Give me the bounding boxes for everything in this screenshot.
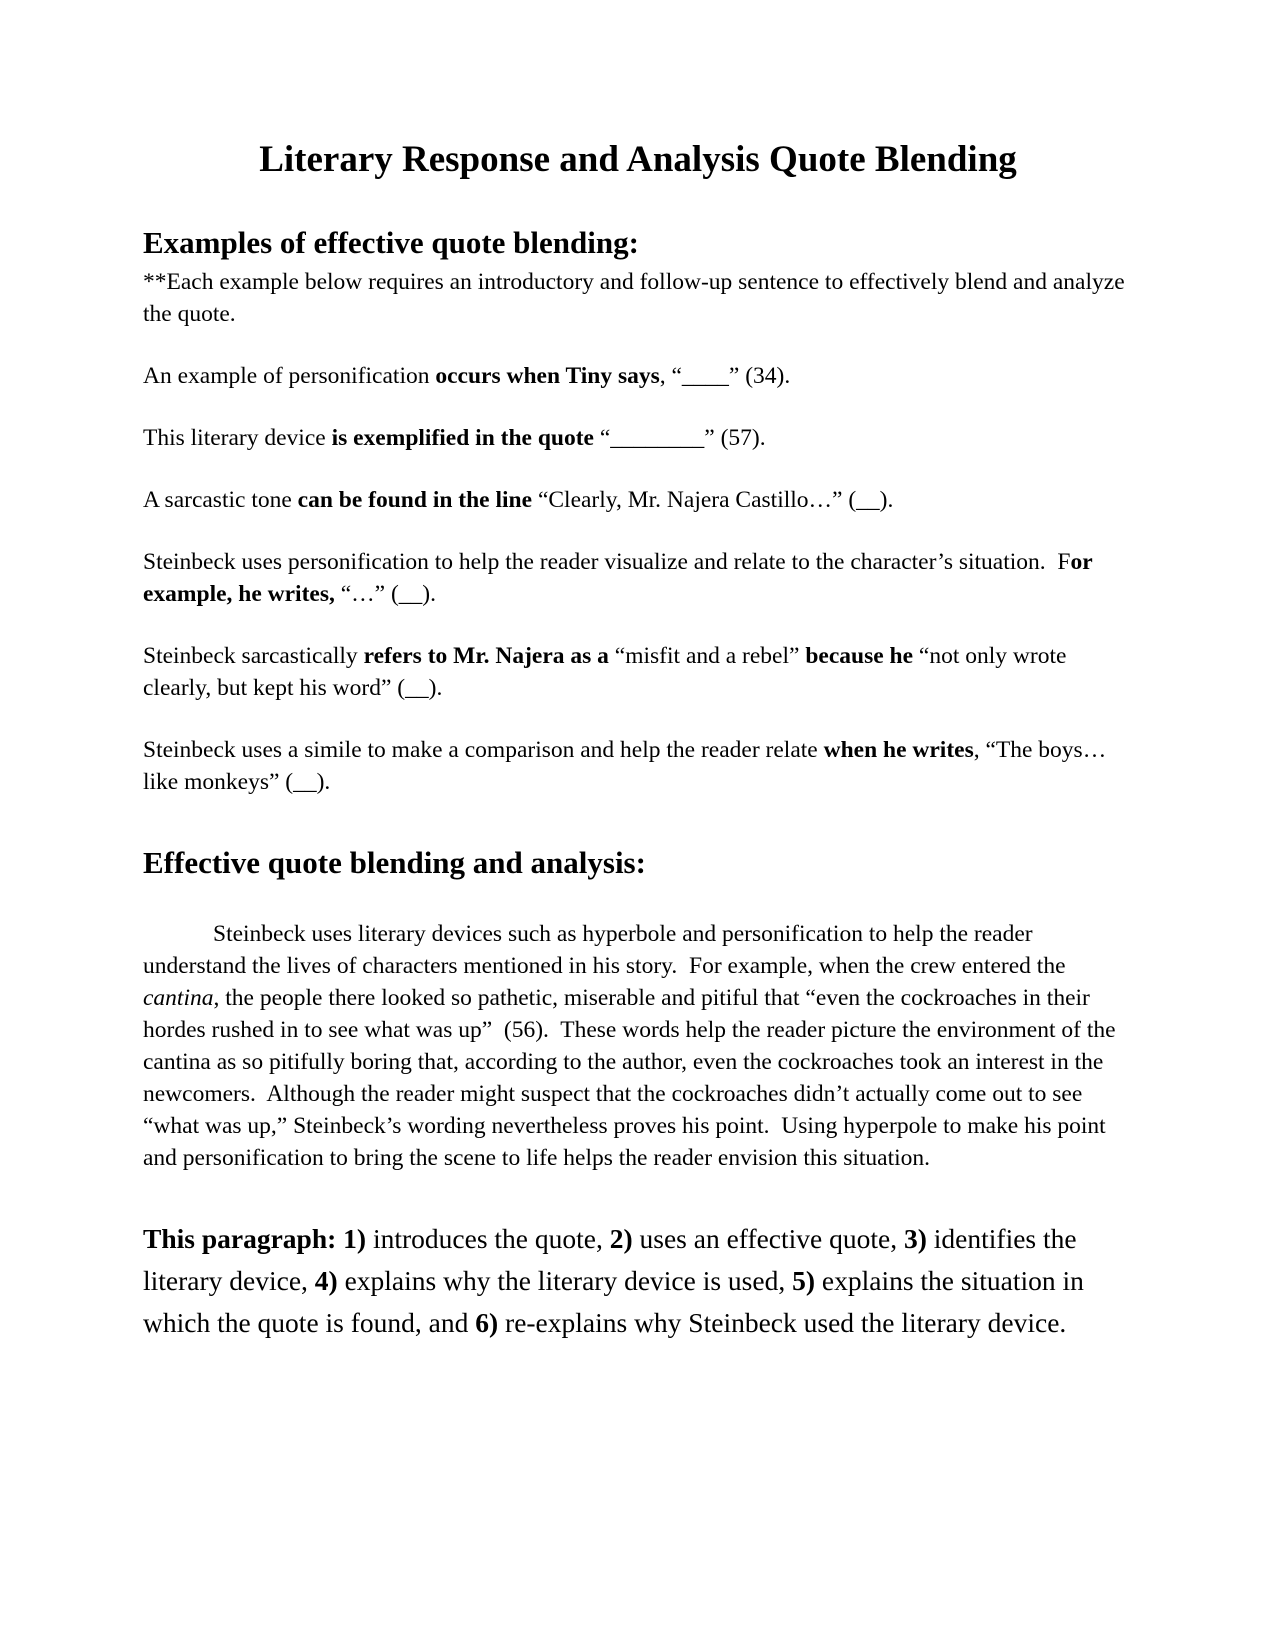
text-run: “Clearly, Mr. Najera Castillo…” (__). <box>537 487 894 513</box>
text-run: explains why the literary device is used, <box>337 1265 793 1296</box>
summary-paragraph <box>143 1218 1133 1344</box>
section-heading-examples: Examples of effective quote blending: <box>143 225 639 260</box>
document-title: Literary Response and Analysis Quote Blending <box>259 139 1017 180</box>
analysis-paragraph <box>143 918 1133 1174</box>
example-sentence-2 <box>143 422 1133 454</box>
section-heading-analysis: Effective quote blending and analysis: <box>143 845 646 880</box>
text-run: , “The boys…like monkeys” (__). <box>143 737 1107 795</box>
text-run: can be found in the line <box>297 487 538 513</box>
text-run: This paragraph: 1) <box>143 1223 367 1254</box>
text-run: , “____” (34). <box>659 363 791 389</box>
text-run: This literary device <box>143 425 332 451</box>
text-run: re-explains why Steinbeck used the literary device. <box>498 1307 1067 1338</box>
text-run: 2) <box>609 1223 633 1254</box>
text-run: or example, he writes, <box>143 549 1099 607</box>
text-run: cantina <box>143 985 214 1011</box>
text-run: Steinbeck uses literary devices such as hyperbole and personification to help the reader understand the lives of characters mentioned in his story. For example, when the crew entered the <box>143 921 1072 979</box>
text-run: uses an effective quote, <box>632 1223 904 1254</box>
text-run: refers to Mr. Najera as a <box>363 643 615 669</box>
text-run: “________” (57). <box>599 425 766 451</box>
text-run: when he writes <box>823 737 974 763</box>
text-run: introduces the quote, <box>366 1223 610 1254</box>
text-run: because he <box>805 643 919 669</box>
examples-note-paragraph: **Each example below requires an introductory and follow-up sentence to effectively blend and analyze the quote. <box>143 269 1131 327</box>
example-sentence-6 <box>143 734 1133 798</box>
text-run: is exemplified in the quote <box>331 425 600 451</box>
example-sentence-1 <box>143 360 1133 392</box>
text-run: identifies the literary device, <box>143 1223 1084 1296</box>
text-run: “…” (__). <box>334 581 437 607</box>
text-run: , the people there looked so pathetic, miserable and pitiful that “even the cockroaches in their hordes rushed in to see what was up” (56). These words help the reader picture the environment of the cantina as so pitifully boring that, according to the author, even the cockroaches took an interest in the newcomers. Although the reader might suspect that the cockroaches didn’t actually come out to see “what was up,” Steinbeck’s wording nevertheless proves his point. Using hyperpole to make his point and personification to bring the scene to life helps the reader envision this situation. <box>143 985 1122 1171</box>
text-run: explains the situation in which the quote is found, and <box>143 1265 1091 1338</box>
text-run: Steinbeck uses a simile to make a comparison and help the reader relate <box>143 737 824 763</box>
text-run: A sarcastic tone <box>143 487 298 513</box>
text-run: “misfit and a rebel” <box>614 643 806 669</box>
text-run: 4) <box>314 1265 338 1296</box>
text-run: Steinbeck uses personification to help the reader visualize and relate to the character’s situation. F <box>143 549 1071 575</box>
text-run: 5) <box>792 1265 816 1296</box>
text-run: “not only wrote clearly, but kept his word” (__). <box>143 643 1073 701</box>
text-run: An example of personification <box>143 363 436 389</box>
text-run: 6) <box>475 1307 499 1338</box>
text-run: 3) <box>903 1223 927 1254</box>
text-run: Steinbeck sarcastically <box>143 643 364 669</box>
text-run: occurs when Tiny says <box>435 363 660 389</box>
example-sentence-4 <box>143 546 1133 610</box>
example-sentence-3 <box>143 484 1133 516</box>
example-sentence-5 <box>143 640 1133 704</box>
